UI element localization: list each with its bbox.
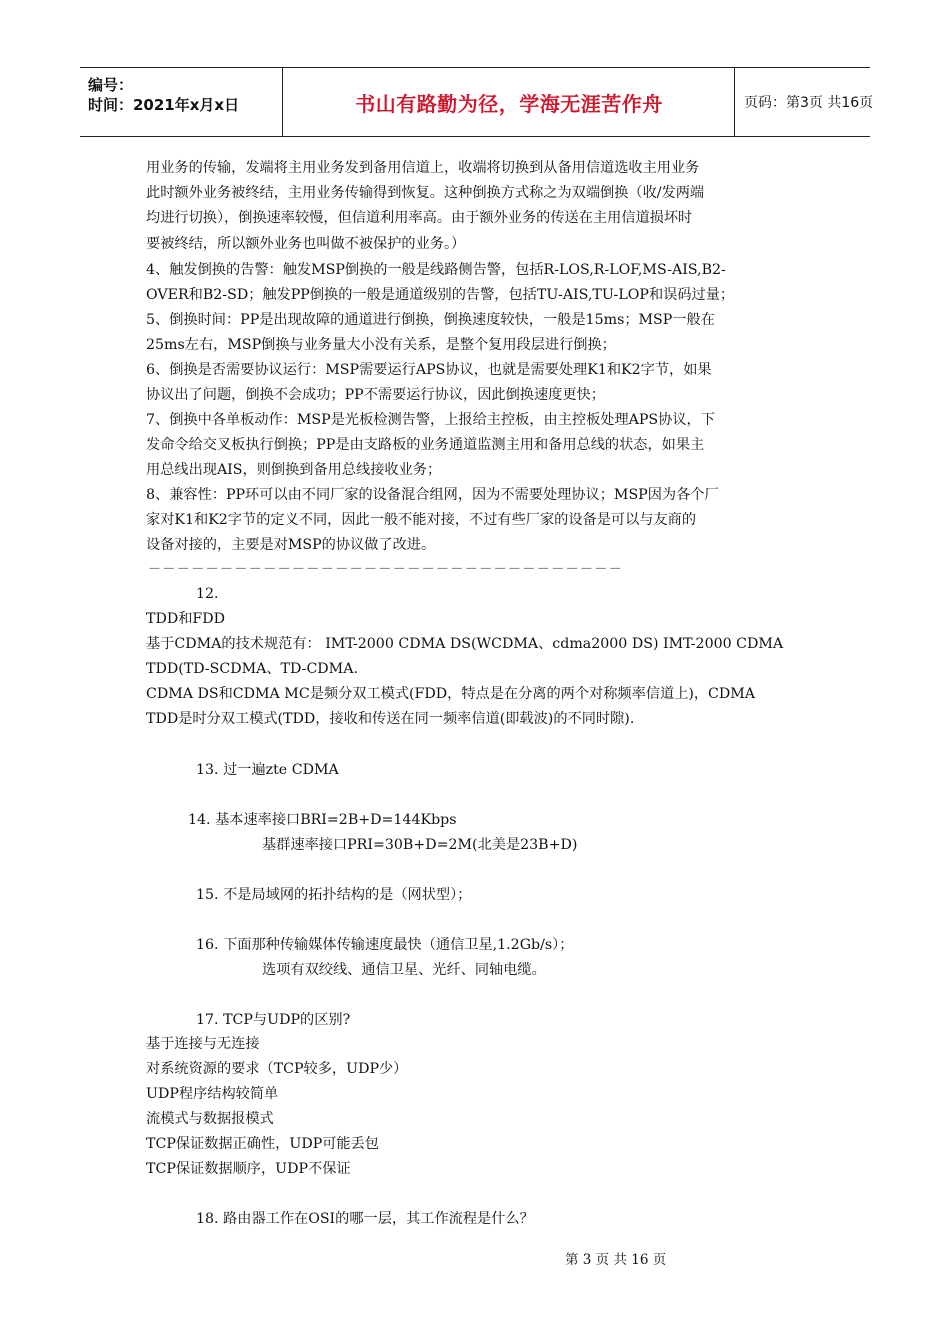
section-13: 13. 过一遍zte CDMA (196, 762, 339, 778)
motto-text: 书山有路勤为径，学海无涯苦作舟 (355, 91, 663, 116)
body-line: 7、倒换中各单板动作：MSP是光板检测告警，上报给主控板，由主控板处理APS协议，下 (146, 412, 715, 428)
body-line: 5、倒换时间：PP是出现故障的通道进行倒换，倒换速度较快，一般是15ms；MSP一般在 (146, 312, 715, 328)
body-line: OVER和B2-SD；触发PP倒换的一般是通道级别的告警，包括TU-AIS,TU-LOP和误码过量； (146, 287, 735, 303)
section-15: 15. 不是局域网的拓扑结构的是（网状型）； (196, 887, 472, 903)
section-17-title: 17. TCP与UDP的区别? (196, 1012, 351, 1028)
page-code: 页码：第3页 共16页 (744, 95, 874, 111)
section-17-item: 流模式与数据报模式 (146, 1111, 274, 1127)
section-14-line: 14. 基本速率接口BRI=2B+D=144Kbps (188, 812, 457, 828)
section-17-item: TCP保证数据正确性，UDP可能丢包 (146, 1136, 379, 1152)
body-line: 设备对接的，主要是对MSP的协议做了改进。 (146, 537, 436, 553)
separator-line: －－－－－－－－－－－－－－－－－－－－－－－－－－－－－－－－－ (148, 562, 624, 577)
section-16-line: 16. 下面那种传输媒体传输速度最快（通信卫星,1.2Gb/s）； (196, 937, 574, 953)
section-12-line: CDMA DS和CDMA MC是频分双工模式(FDD，特点是在分离的两个对称频率信道上)，CDMA (146, 686, 756, 702)
page-footer: 第 3 页 共 16 页 (565, 1252, 667, 1268)
section-16-line: 选项有双绞线、通信卫星、光纤、同轴电缆。 (262, 962, 546, 978)
section-17-item: 基于连接与无连接 (146, 1036, 260, 1052)
body-line: 家对K1和K2字节的定义不同，因此一般不能对接，不过有些厂家的设备是可以与友商的 (146, 512, 697, 528)
header-page-cell (736, 68, 874, 136)
section-18: 18. 路由器工作在OSI的哪一层，其工作流程是什么？ (196, 1211, 534, 1227)
section-17-item: UDP程序结构较简单 (146, 1086, 279, 1102)
body-line: 4、触发倒换的告警：触发MSP倒换的一般是线路侧告警，包括R-LOS,R-LOF,MS-AIS,B2- (146, 262, 726, 278)
body-line: 发命令给交叉板执行倒换；PP是由支路板的业务通道监测主用和备用总线的状态，如果主 (146, 437, 705, 453)
section-17-item: TCP保证数据顺序，UDP不保证 (146, 1161, 351, 1177)
body-line: 6、倒换是否需要协议运行：MSP需要运行APS协议，也就是需要处理K1和K2字节，如果 (146, 362, 712, 378)
section-14-line: 基群速率接口PRI=30B+D=2M(北美是23B+D) (262, 837, 578, 853)
body-line: 用总线出现AIS，则倒换到备用总线接收业务； (146, 462, 442, 478)
header-motto-cell (284, 68, 735, 136)
section-12-line: TDD是时分双工模式(TDD，接收和传送在同一频率信道(即载波)的不同时隙). (146, 711, 635, 727)
document-number-label: 编号： (88, 76, 134, 94)
header-meta-cell (80, 68, 283, 136)
document-time-label: 时间：2021年x月x日 (88, 96, 240, 114)
section-12-line: 基于CDMA的技术规范有： IMT-2000 CDMA DS(WCDMA、cdma2000 DS) IMT-2000 CDMA (146, 636, 784, 652)
body-line: 8、兼容性：PP环可以由不同厂家的设备混合组网，因为不需要处理协议；MSP因为各个厂 (146, 487, 719, 503)
section-12-number: 12. (196, 586, 219, 602)
body-line: 协议出了问题，倒换不会成功；PP不需要运行协议，因此倒换速度更快； (146, 387, 605, 403)
page-header (80, 67, 874, 137)
body-line: 用业务的传输，发端将主用业务发到备用信道上，收端将切换到从备用信道选收主用业务 (146, 160, 700, 176)
section-17-item: 对系统资源的要求（TCP较多，UDP少） (146, 1061, 408, 1077)
section-12-title: TDD和FDD (146, 611, 225, 627)
body-line: 此时额外业务被终结，主用业务传输得到恢复。这种倒换方式称之为双端倒换（收/发两端 (146, 185, 705, 201)
body-line: 均进行切换），倒换速率较慢，但信道利用率高。由于额外业务的传送在主用信道损坏时 (146, 210, 693, 226)
body-line: 要被终结，所以额外业务也叫做不被保护的业务。） (146, 236, 466, 252)
section-12-line: TDD(TD-SCDMA、TD-CDMA. (146, 661, 358, 677)
body-line: 25ms左右，MSP倒换与业务量大小没有关系，是整个复用段层进行倒换； (146, 337, 616, 353)
